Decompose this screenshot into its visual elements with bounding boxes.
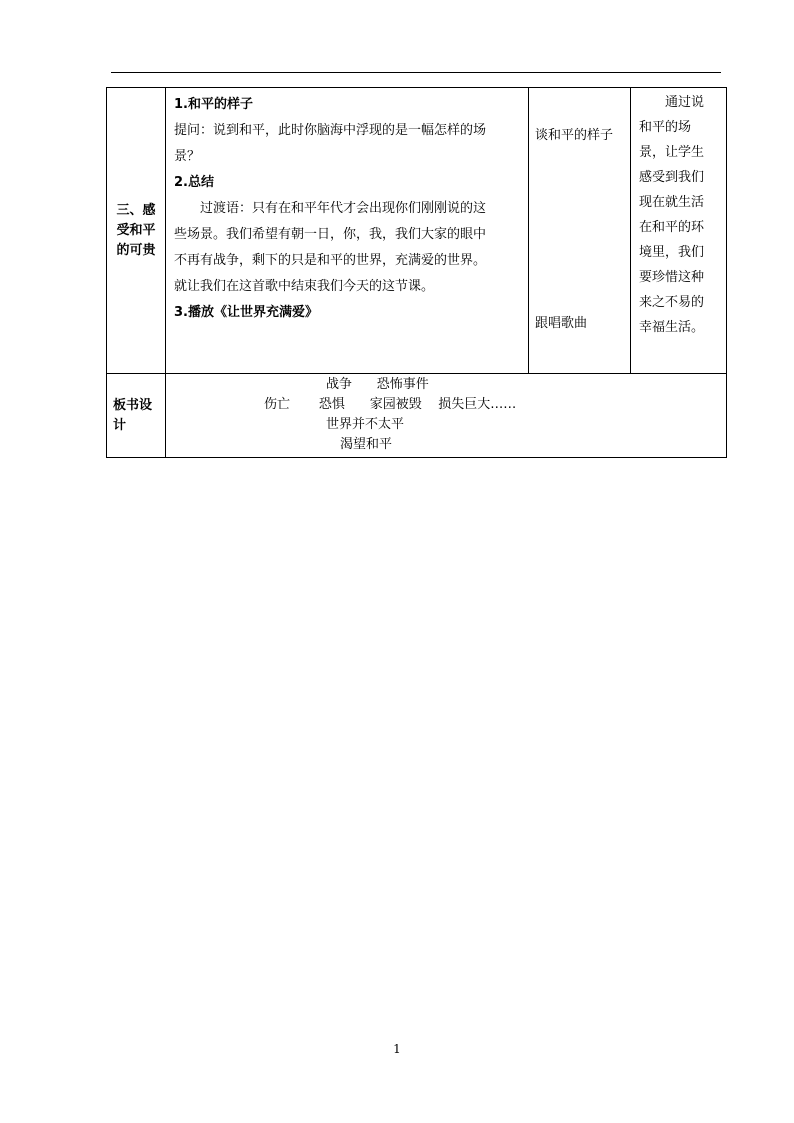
item3-title: 3.播放《让世界充满爱》 [174, 305, 318, 320]
design-intent-cell [631, 88, 727, 374]
item2-text-line: 就让我们在这首歌中结束我们今天的这节课。 [174, 279, 435, 294]
intent-line: 景，让学生 [639, 145, 705, 160]
intent-line: 现在就生活 [639, 195, 705, 210]
section-label-line: 的可贵 [116, 242, 156, 258]
intent-line: 境里，我们 [639, 245, 705, 260]
header-rule [111, 72, 721, 73]
student-activity-2: 跟唱歌曲 [535, 316, 588, 331]
teacher-activity-cell [166, 88, 529, 374]
item2-text-line: 不再有战争，剩下的只是和平的世界，充满爱的世界。 [174, 253, 487, 268]
lesson-plan-table [106, 87, 727, 458]
item1-title: 1.和平的样子 [174, 97, 253, 112]
item2-text-line: 些场景。我们希望有朝一日，你，我，我们大家的眼中 [174, 227, 487, 242]
item2-text-line: 过渡语：只有在和平年代才会出现你们刚刚说的这 [200, 201, 487, 216]
board-line-4: 渴望和平 [340, 437, 393, 452]
student-activity-1: 谈和平的样子 [535, 128, 614, 143]
section-label-cell [107, 88, 166, 374]
intent-line: 感受到我们 [639, 170, 705, 185]
board-line-1: 战争 恐怖事件 [326, 377, 429, 392]
item1-question-line: 提问：说到和平，此时你脑海中浮现的是一幅怎样的场 [174, 123, 487, 138]
intent-line: 在和平的环 [639, 220, 705, 235]
intent-line: 要珍惜这种 [639, 270, 705, 285]
board-label-line: 板书设 [113, 397, 153, 413]
board-design-cell [166, 374, 727, 458]
item1-question-line: 景？ [174, 149, 201, 164]
section-label-line: 三、感 [116, 202, 156, 218]
student-activity-cell [529, 88, 631, 374]
board-line-2: 伤亡 恐惧 家园被毁 损失巨大…… [264, 397, 517, 412]
board-row [107, 374, 727, 458]
item2-title: 2.总结 [174, 175, 214, 190]
section-row [107, 88, 727, 374]
intent-line: 和平的场 [639, 120, 692, 135]
intent-line: 来之不易的 [639, 295, 705, 310]
board-label-cell [107, 374, 166, 458]
intent-line: 幸福生活。 [639, 320, 705, 335]
board-line-3: 世界并不太平 [326, 417, 405, 432]
page-number: 1 [393, 1042, 401, 1056]
section-label-line: 受和平 [116, 222, 156, 238]
board-label-line: 计 [113, 417, 127, 433]
intent-line: 通过说 [665, 95, 705, 110]
